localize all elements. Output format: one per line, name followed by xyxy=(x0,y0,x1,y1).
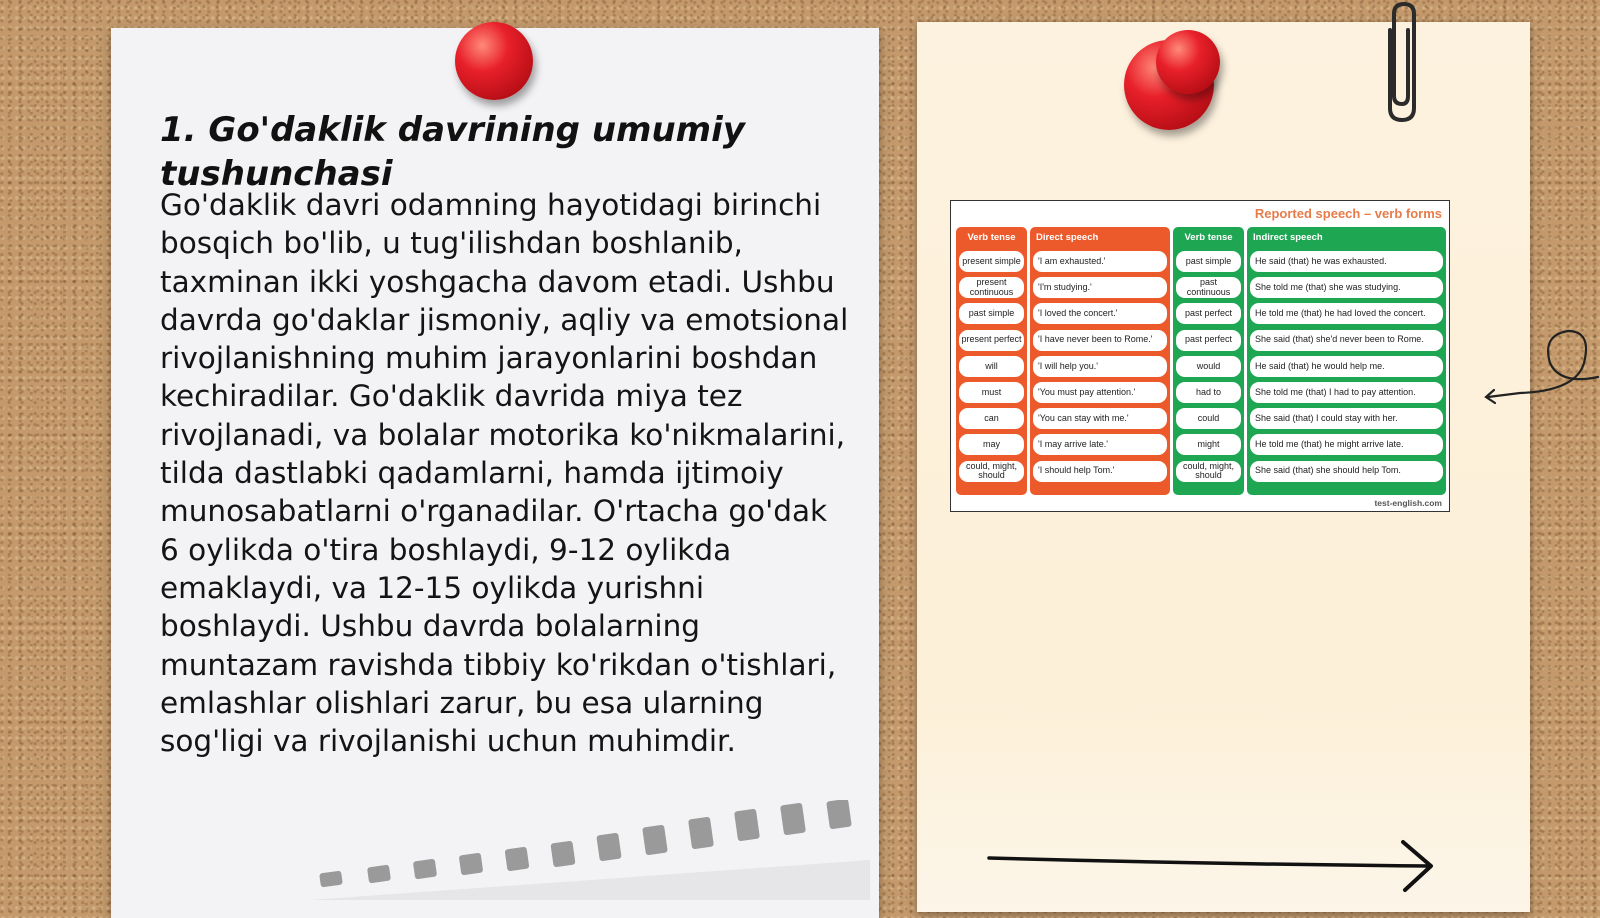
table-cell: would xyxy=(1176,356,1241,377)
table-cell: must xyxy=(959,382,1024,403)
table-cell: past simple xyxy=(959,303,1024,324)
table-cell: past perfect xyxy=(1176,303,1241,324)
column-header: Verb tense xyxy=(1184,232,1233,243)
table-cell: 'I will help you.' xyxy=(1033,356,1167,377)
table-cell: She said (that) I could stay with her. xyxy=(1250,408,1443,429)
table-cell: present perfect xyxy=(959,330,1024,351)
table-cell: could, might, should xyxy=(959,461,1024,482)
reference-title: Reported speech – verb forms xyxy=(1254,206,1442,221)
paperclip-icon xyxy=(1378,0,1428,125)
column-header: Verb tense xyxy=(967,232,1016,243)
reported-speech-image xyxy=(950,200,1450,512)
table-cell: can xyxy=(959,408,1024,429)
table-cell: He told me (that) he had loved the concert. xyxy=(1250,303,1443,324)
push-pin-icon xyxy=(455,22,533,100)
table-cell: 'You can stay with me.' xyxy=(1033,408,1167,429)
table-cell: 'I'm studying.' xyxy=(1033,277,1167,298)
body-paragraph: Go'daklik davri odamning hayotidagi birinchi bosqich bo'lib, u tug'ilishdan boshlanib, taxminan ikki yoshgacha davom etadi. Ushbu davrda go'daklar jismoniy, aqliy va emotsional rivojlanishning muhim jarayonlarini boshdan kechiradilar. Go'daklik davrida miya tez rivojlanadi, va bolalar motorika ko'nikmalarini, tilda dastlabki qadamlarni, hamda ijtimoiy munosabatlarni o'rganadilar. O'rtacha go'dak 6 oylikda o'tira boshlaydi, 9-12 oylikda emaklaydi, va 12-15 oylikda yurishni boshlaydi. Ushbu davrda bolalarning muntazam ravishda tibbiy ko'rikdan o'tishlari, emlashlar olishlari zarur, bu esa ularning sog'ligi va rivojlanishi uchun muhimdir. xyxy=(160,188,849,759)
table-cell: will xyxy=(959,356,1024,377)
verb-tense-column xyxy=(956,227,1027,495)
reference-footer: test-english.com xyxy=(1374,498,1442,508)
table-cell: 'I am exhausted.' xyxy=(1033,251,1167,272)
table-cell: She said (that) she'd never been to Rome. xyxy=(1250,330,1443,351)
table-cell: could, might, should xyxy=(1176,461,1241,482)
table-cell: 'I loved the concert.' xyxy=(1033,303,1167,324)
indirect-speech-column xyxy=(1247,227,1446,495)
table-cell: He told me (that) he might arrive late. xyxy=(1250,434,1443,455)
table-cell: He said (that) he was exhausted. xyxy=(1250,251,1443,272)
table-cell: 'I have never been to Rome.' xyxy=(1033,330,1167,351)
table-cell: might xyxy=(1176,434,1241,455)
table-cell: She told me (that) she was studying. xyxy=(1250,277,1443,298)
table-cell: 'I may arrive late.' xyxy=(1033,434,1167,455)
table-cell: present continuous xyxy=(959,277,1024,298)
table-cell: 'You must pay attention.' xyxy=(1033,382,1167,403)
table-cell: past continuous xyxy=(1176,277,1241,298)
table-cell: present simple xyxy=(959,251,1024,272)
shifted-tense-column xyxy=(1173,227,1244,495)
table-cell: could xyxy=(1176,408,1241,429)
column-header: Indirect speech xyxy=(1253,232,1323,243)
direct-speech-column xyxy=(1030,227,1170,495)
column-header: Direct speech xyxy=(1036,232,1099,243)
table-cell: had to xyxy=(1176,382,1241,403)
push-pin-icon xyxy=(1156,30,1220,94)
doodle-loop-icon xyxy=(1480,315,1600,410)
table-cell: She told me (that) I had to pay attention. xyxy=(1250,382,1443,403)
table-cell: may xyxy=(959,434,1024,455)
slide-title: 1. Go'daklik davrining umumiy tushunchasi xyxy=(160,110,745,194)
table-cell: past perfect xyxy=(1176,330,1241,351)
torn-notebook-edge-icon xyxy=(310,800,870,900)
table-cell: past simple xyxy=(1176,251,1241,272)
table-cell: She said (that) she should help Tom. xyxy=(1250,461,1443,482)
right-arrow-icon xyxy=(985,838,1445,894)
table-cell: He said (that) he would help me. xyxy=(1250,356,1443,377)
table-cell: 'I should help Tom.' xyxy=(1033,461,1167,482)
